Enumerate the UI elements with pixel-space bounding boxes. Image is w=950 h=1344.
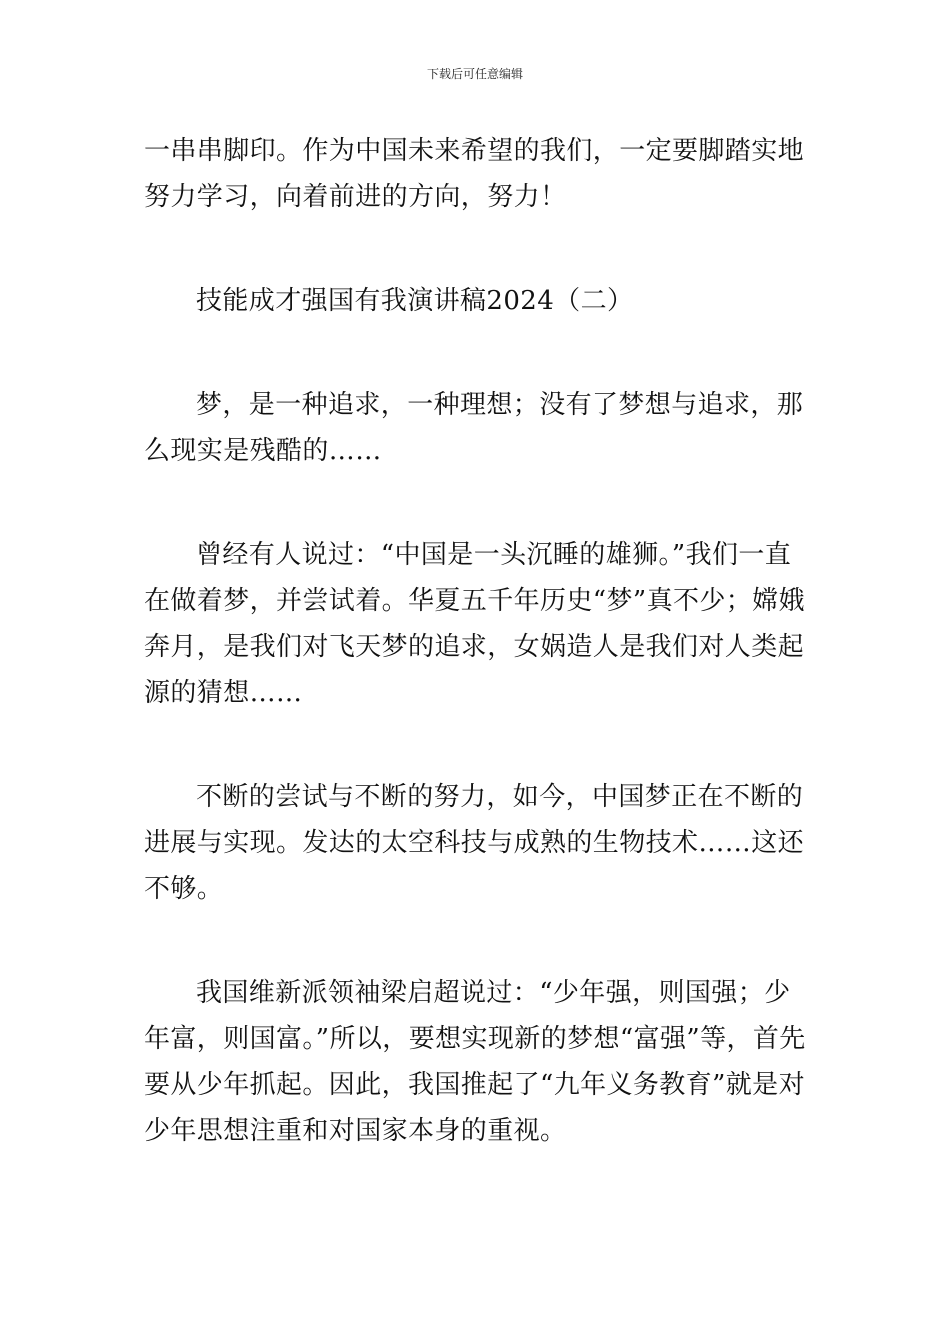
section-title: 技能成才强国有我演讲稿2024（二） — [196, 286, 634, 316]
paragraph-continuation: 一串串脚印。作为中国未来希望的我们，一定要脚踏实地努力学习，向着前进的方向，努力！ — [144, 136, 805, 212]
paragraph: 不断的尝试与不断的努力，如今，中国梦正在不断的进展与实现。发达的太空科技与成熟的生物技术……这还不够。 — [144, 782, 805, 904]
paragraph: 曾经有人说过：“中国是一头沉睡的雄狮。”我们一直在做着梦，并尝试着。华夏五千年历史“梦”真不少；嫦娥奔月，是我们对飞天梦的追求，女娲造人是我们对人类起源的猜想…… — [144, 540, 805, 708]
paragraph: 梦，是一种追求，一种理想；没有了梦想与追求，那么现实是残酷的…… — [144, 390, 804, 466]
page-header: 下载后可任意编辑 — [426, 67, 523, 81]
document-body — [144, 128, 808, 1154]
paragraph: 我国维新派领袖梁启超说过：“少年强，则国强；少年富，则国富。”所以，要想实现新的梦想“富强”等，首先要从少年抓起。因此，我国推起了“九年义务教育”就是对少年思想注重和对国家本身的重视。 — [144, 978, 806, 1146]
